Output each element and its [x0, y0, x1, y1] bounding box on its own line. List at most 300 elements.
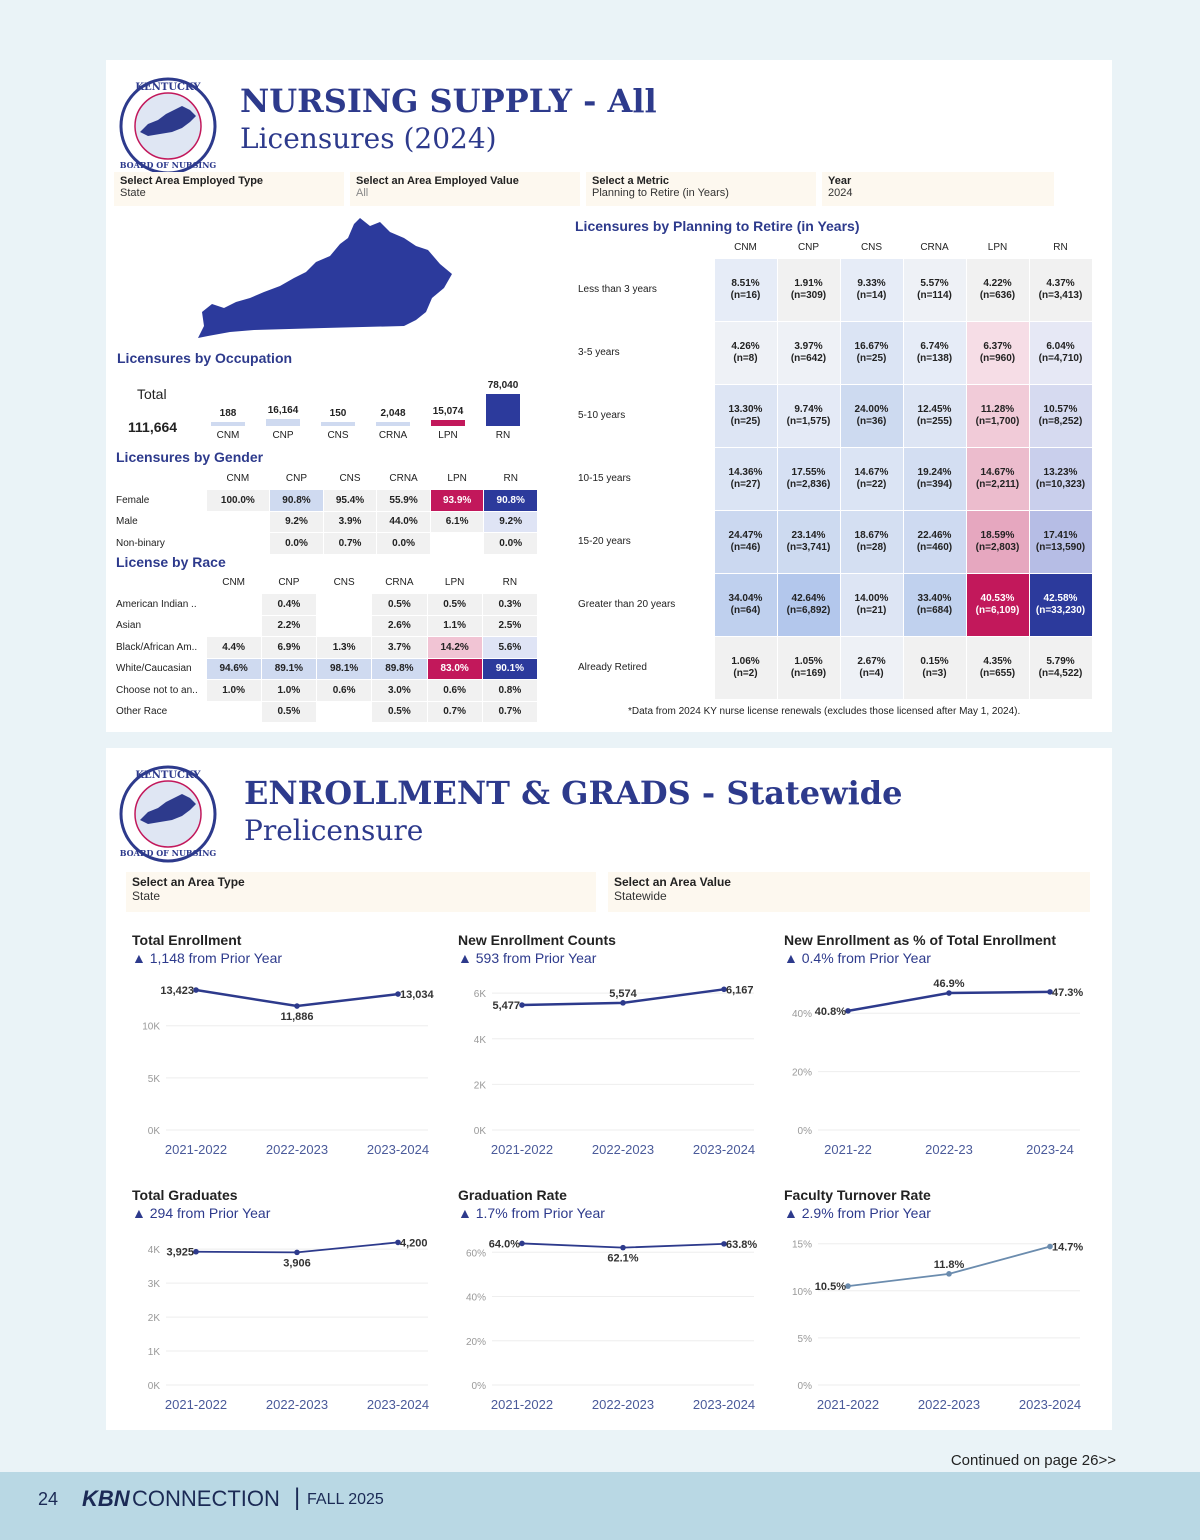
- cell-percent: 4.22%: [983, 277, 1012, 289]
- table-cell: 0.5%: [427, 594, 482, 616]
- heatmap-cell[interactable]: [777, 447, 840, 510]
- continued-link[interactable]: Continued on page 26>>: [950, 1452, 1116, 1469]
- cell-count: (n=2,836): [786, 478, 831, 490]
- data-label: 3,906: [283, 1257, 311, 1270]
- cell-count: (n=6,892): [786, 604, 831, 616]
- cell-percent: 4.26%: [731, 340, 760, 352]
- y-tick-label: 60%: [465, 1248, 486, 1260]
- heatmap-cell[interactable]: [714, 573, 777, 636]
- column-header: CNM: [226, 473, 250, 484]
- column-header: CNP: [278, 577, 300, 588]
- x-tick-label: 2021-2022: [164, 1397, 228, 1412]
- column-header: LPN: [447, 473, 467, 484]
- cell-count: (n=64): [730, 604, 761, 616]
- x-tick-label: 2021-2022: [490, 1397, 554, 1412]
- line-chart: [128, 1227, 446, 1417]
- column-header: CNM: [222, 577, 246, 588]
- line-chart: [454, 972, 772, 1162]
- occupation-label: CNP: [272, 430, 294, 441]
- occupation-value: 150: [329, 408, 347, 419]
- table-cell: 1.0%: [261, 680, 316, 702]
- x-tick-label: 2023-24: [1026, 1142, 1074, 1157]
- heatmap-row: [574, 447, 1092, 510]
- kbn-logo: [118, 76, 218, 176]
- table-cell: 2.5%: [482, 615, 537, 637]
- line-chart: [780, 1227, 1098, 1417]
- heatmap-cell[interactable]: [777, 384, 840, 447]
- data-label: 13,423: [160, 985, 194, 998]
- y-tick-label: 0%: [797, 1126, 812, 1137]
- table-cell: 0.5%: [261, 701, 316, 723]
- chart-change: ▲ 0.4% from Prior Year: [784, 950, 931, 966]
- chart-change: ▲ 1.7% from Prior Year: [458, 1205, 605, 1221]
- cell-count: (n=4,710): [1038, 352, 1083, 364]
- x-tick-label: 2023-2024: [366, 1142, 430, 1157]
- cell-percent: 42.64%: [791, 592, 826, 604]
- column-header: CNP: [797, 242, 820, 254]
- heatmap-cell[interactable]: [903, 510, 966, 573]
- cell-count: (n=636): [979, 289, 1016, 301]
- retire-title: Licensures by Planning to Retire (in Years): [575, 218, 860, 234]
- cell-count: (n=655): [979, 667, 1016, 679]
- cell-percent: 10.57%: [1043, 403, 1078, 415]
- data-point: [845, 1008, 851, 1014]
- cell-percent: 11.28%: [980, 403, 1015, 415]
- heatmap-cell[interactable]: [966, 384, 1029, 447]
- filter-value: Planning to Retire (in Years): [592, 187, 729, 199]
- table-cell: 0.7%: [427, 701, 482, 723]
- chart-change: ▲ 294 from Prior Year: [132, 1205, 271, 1221]
- row-label: Other Race: [116, 706, 168, 718]
- table-cell: 90.1%: [482, 658, 537, 680]
- data-label: 62.1%: [607, 1252, 639, 1265]
- cell-percent: 23.14%: [791, 529, 826, 541]
- data-point: [193, 987, 199, 993]
- filter-value: 2024: [828, 187, 853, 199]
- table-row: [114, 637, 538, 659]
- cell-count: (n=255): [916, 415, 953, 427]
- heatmap-cell[interactable]: [714, 447, 777, 510]
- table-row: [114, 490, 538, 512]
- filter-area-employed-value[interactable]: [350, 172, 580, 206]
- heatmap-cell[interactable]: [714, 384, 777, 447]
- chart-faculty-turnover: [780, 1187, 1098, 1427]
- column-header: LPN: [444, 577, 465, 588]
- table-cell: 3.7%: [372, 637, 427, 659]
- brand-connection: CONNECTION: [132, 1486, 280, 1511]
- x-tick-label: 2021-2022: [164, 1142, 228, 1157]
- y-tick-label: 20%: [465, 1336, 486, 1348]
- table-row: [114, 701, 538, 723]
- chart-change: ▲ 593 from Prior Year: [458, 950, 597, 966]
- race-table: [114, 572, 538, 723]
- table-cell: 55.9%: [377, 490, 431, 512]
- cell-percent: 18.67%: [854, 529, 889, 541]
- table-cell: 6.9%: [261, 637, 316, 659]
- table-cell: [206, 511, 270, 533]
- cell-count: (n=4): [859, 667, 884, 679]
- filter-metric[interactable]: [586, 172, 816, 206]
- y-tick-label: 0K: [147, 1126, 160, 1137]
- filter-value: Statewide: [614, 889, 667, 903]
- data-point: [845, 1283, 851, 1289]
- heatmap-cell[interactable]: [840, 510, 903, 573]
- heatmap-cell[interactable]: [714, 510, 777, 573]
- cell-percent: 14.67%: [854, 466, 889, 478]
- table-cell: 3.9%: [323, 511, 377, 533]
- occupation-total-label: Total: [137, 386, 167, 402]
- table-cell: 89.8%: [372, 658, 427, 680]
- table-cell: 90.8%: [270, 490, 324, 512]
- cell-count: (n=138): [916, 352, 953, 364]
- table-row: [114, 533, 538, 555]
- cell-count: (n=169): [790, 667, 827, 679]
- retire-heatmap: [574, 238, 1093, 700]
- column-header: CNS: [860, 242, 883, 254]
- y-tick-label: 40%: [791, 1009, 812, 1021]
- x-tick-label: 2021-2022: [816, 1397, 880, 1412]
- heatmap-cell[interactable]: [1029, 384, 1092, 447]
- data-label: 63.8%: [726, 1238, 758, 1251]
- heatmap-cell[interactable]: [966, 573, 1029, 636]
- filter-area-employed-type[interactable]: [114, 172, 344, 206]
- row-label: Choose not to an..: [116, 684, 198, 696]
- cell-percent: 6.37%: [983, 340, 1012, 352]
- table-cell: 0.8%: [482, 680, 537, 702]
- data-label: 4,200: [400, 1237, 428, 1250]
- table-cell: 1.0%: [206, 680, 261, 702]
- heatmap-row: [574, 258, 1092, 321]
- cell-percent: 24.00%: [854, 403, 889, 415]
- heatmap-cell[interactable]: [840, 573, 903, 636]
- enrollment-panel: [106, 748, 1112, 1430]
- y-tick-label: 6K: [473, 989, 486, 1001]
- cell-count: (n=684): [916, 604, 953, 616]
- heatmap-cell[interactable]: [966, 447, 1029, 510]
- heatmap-cell[interactable]: [903, 573, 966, 636]
- data-label: 5,574: [609, 987, 637, 1000]
- column-header: RN: [1053, 242, 1068, 254]
- table-cell: [317, 701, 372, 723]
- column-header: LPN: [987, 242, 1008, 254]
- occupation-value: 2,048: [380, 408, 406, 419]
- table-cell: 0.0%: [270, 533, 324, 555]
- chart-total-enrollment: [128, 932, 446, 1172]
- chart-title: Graduation Rate: [458, 1187, 567, 1203]
- x-tick-label: 2023-2024: [692, 1142, 756, 1157]
- y-tick-label: 15%: [791, 1239, 812, 1251]
- filter-year[interactable]: [822, 172, 1054, 206]
- cell-count: (n=28): [856, 541, 887, 553]
- row-label: 15-20 years: [578, 535, 631, 547]
- cell-count: (n=8): [733, 352, 758, 364]
- table-cell: 100.0%: [206, 490, 270, 512]
- cell-count: (n=13,590): [1035, 541, 1086, 553]
- kentucky-map[interactable]: [194, 216, 464, 340]
- data-label: 3,925: [166, 1246, 194, 1259]
- y-tick-label: 2K: [147, 1313, 160, 1325]
- svg-text:KENTUCKY: KENTUCKY: [135, 82, 201, 93]
- heatmap-cell[interactable]: [903, 321, 966, 384]
- cell-count: (n=6,109): [975, 604, 1020, 616]
- cell-count: (n=14): [856, 289, 887, 301]
- row-label: 3-5 years: [578, 346, 620, 358]
- heatmap-cell[interactable]: [714, 258, 777, 321]
- heatmap-cell[interactable]: [1029, 636, 1092, 699]
- cell-count: (n=3,741): [786, 541, 831, 553]
- table-cell: 14.2%: [427, 637, 482, 659]
- cell-percent: 3.97%: [794, 340, 823, 352]
- y-tick-label: 20%: [791, 1067, 812, 1079]
- heatmap-cell[interactable]: [1029, 573, 1092, 636]
- cell-percent: 2.67%: [857, 655, 886, 667]
- x-tick-label: 2023-2024: [1018, 1397, 1082, 1412]
- x-tick-label: 2021-22: [824, 1142, 872, 1157]
- filter-label: Select an Area Type: [132, 875, 245, 889]
- cell-percent: 6.04%: [1046, 340, 1075, 352]
- heatmap-cell[interactable]: [966, 636, 1029, 699]
- row-label: Already Retired: [578, 661, 647, 673]
- race-title: License by Race: [116, 554, 226, 570]
- heatmap-cell[interactable]: [903, 447, 966, 510]
- heatmap-cell[interactable]: [714, 321, 777, 384]
- occupation-value: 188: [219, 408, 237, 419]
- cell-percent: 17.55%: [791, 466, 826, 478]
- page-title: NURSING SUPPLY - All: [240, 82, 657, 120]
- x-tick-label: 2023-2024: [366, 1397, 430, 1412]
- cell-percent: 9.74%: [794, 403, 823, 415]
- cell-count: (n=4,522): [1038, 667, 1083, 679]
- heatmap-row: [574, 384, 1092, 447]
- chart-total-graduates: [128, 1187, 446, 1427]
- header-blank: [574, 238, 714, 258]
- heatmap-cell[interactable]: [840, 636, 903, 699]
- cell-percent: 4.35%: [983, 655, 1012, 667]
- data-label: 47.3%: [1052, 986, 1084, 999]
- cell-percent: 9.33%: [857, 277, 886, 289]
- row-label: American Indian ..: [116, 598, 197, 610]
- cell-count: (n=460): [916, 541, 953, 553]
- cell-percent: 5.57%: [920, 277, 949, 289]
- heatmap-cell[interactable]: [840, 384, 903, 447]
- data-label: 40.8%: [814, 1005, 846, 1018]
- table-cell: 1.1%: [427, 615, 482, 637]
- heatmap-cell[interactable]: [1029, 258, 1092, 321]
- x-tick-label: 2022-2023: [265, 1397, 329, 1412]
- data-point: [620, 1000, 626, 1006]
- cell-count: (n=394): [916, 478, 953, 490]
- header-blank: [114, 468, 206, 490]
- nursing-supply-panel: [106, 60, 1112, 732]
- cell-count: (n=33,230): [1035, 604, 1086, 616]
- x-tick-label: 2023-2024: [692, 1397, 756, 1412]
- occupation-title: Licensures by Occupation: [117, 350, 293, 366]
- line-chart: [780, 972, 1098, 1162]
- cell-percent: 16.67%: [854, 340, 889, 352]
- occupation-total-value: 111,664: [128, 419, 178, 435]
- header-blank: [114, 572, 206, 594]
- heatmap-cell[interactable]: [903, 258, 966, 321]
- cell-count: (n=1,575): [786, 415, 831, 427]
- cell-count: (n=309): [790, 289, 827, 301]
- filter-label: Select Area Employed Type: [120, 175, 264, 187]
- column-header: RN: [503, 473, 518, 484]
- row-label: 10-15 years: [578, 472, 631, 484]
- occupation-label: CRNA: [378, 430, 408, 441]
- cell-percent: 14.67%: [980, 466, 1015, 478]
- heatmap-cell[interactable]: [777, 258, 840, 321]
- heatmap-cell[interactable]: [777, 573, 840, 636]
- filter-area-value[interactable]: [608, 872, 1090, 912]
- page-subtitle: Prelicensure: [244, 814, 424, 847]
- data-point: [193, 1249, 199, 1255]
- data-point: [294, 1003, 300, 1009]
- table-row: [114, 680, 538, 702]
- row-label: White/Caucasian: [116, 663, 192, 675]
- data-note: *Data from 2024 KY nurse license renewals (excludes those licensed after May 1, 2024).: [628, 706, 1021, 717]
- row-label: Male: [116, 516, 138, 528]
- cell-percent: 22.46%: [917, 529, 952, 541]
- cell-percent: 42.58%: [1043, 592, 1078, 604]
- data-label: 13,034: [400, 989, 434, 1002]
- column-header: CRNA: [385, 577, 414, 588]
- cell-percent: 24.47%: [728, 529, 763, 541]
- heatmap-cell[interactable]: [840, 321, 903, 384]
- data-label: 64.0%: [488, 1238, 520, 1251]
- heatmap-row: [574, 636, 1092, 699]
- cell-percent: 1.91%: [794, 277, 823, 289]
- cell-percent: 0.15%: [920, 655, 949, 667]
- heatmap-cell[interactable]: [777, 510, 840, 573]
- table-cell: 0.6%: [427, 680, 482, 702]
- data-point: [294, 1250, 300, 1256]
- page-title: ENROLLMENT & GRADS - Statewide: [244, 774, 903, 812]
- heatmap-cell[interactable]: [777, 321, 840, 384]
- chart-change: ▲ 1,148 from Prior Year: [132, 950, 283, 966]
- cell-count: (n=960): [979, 352, 1016, 364]
- x-tick-label: 2021-2022: [490, 1142, 554, 1157]
- table-row: [114, 658, 538, 680]
- occupation-value: 78,040: [487, 380, 519, 391]
- occupation-bar: [376, 422, 410, 426]
- cell-percent: 13.23%: [1043, 466, 1078, 478]
- cell-count: (n=3,413): [1038, 289, 1083, 301]
- heatmap-cell[interactable]: [777, 636, 840, 699]
- table-cell: 4.4%: [206, 637, 261, 659]
- filter-label: Select an Area Employed Value: [356, 175, 519, 187]
- table-cell: [206, 701, 261, 723]
- table-cell: 2.6%: [372, 615, 427, 637]
- cell-count: (n=2): [733, 667, 758, 679]
- table-row: [114, 511, 538, 533]
- occupation-label: LPN: [438, 430, 458, 441]
- cell-percent: 1.05%: [794, 655, 823, 667]
- row-label: Female: [116, 494, 150, 506]
- x-tick-label: 2022-2023: [591, 1142, 655, 1157]
- filter-area-type[interactable]: [126, 872, 596, 912]
- cell-count: (n=10,323): [1035, 478, 1086, 490]
- data-point: [946, 1271, 952, 1277]
- heatmap-cell[interactable]: [1029, 510, 1092, 573]
- y-tick-label: 2K: [473, 1080, 486, 1092]
- data-point: [946, 990, 952, 996]
- chart-change: ▲ 2.9% from Prior Year: [784, 1205, 931, 1221]
- table-cell: 0.5%: [372, 701, 427, 723]
- row-label: Non-binary: [116, 537, 165, 549]
- heatmap-cell[interactable]: [903, 636, 966, 699]
- column-header: CNP: [285, 473, 308, 484]
- table-cell: [317, 615, 372, 637]
- chart-new-enrollment-counts: [454, 932, 772, 1172]
- occupation-bar: [211, 422, 245, 426]
- heatmap-row: [574, 321, 1092, 384]
- data-label: 10.5%: [814, 1281, 846, 1294]
- table-cell: 9.2%: [484, 511, 538, 533]
- column-header: CNM: [734, 242, 757, 254]
- page-subtitle: Licensures (2024): [240, 122, 497, 155]
- table-cell: 0.7%: [482, 701, 537, 723]
- issue-season: FALL 2025: [307, 1491, 384, 1508]
- cell-percent: 5.79%: [1046, 655, 1075, 667]
- heatmap-cell[interactable]: [714, 636, 777, 699]
- cell-percent: 14.36%: [728, 466, 763, 478]
- column-header: CNS: [339, 473, 361, 484]
- cell-count: (n=36): [856, 415, 887, 427]
- cell-count: (n=114): [917, 289, 952, 301]
- chart-title: New Enrollment Counts: [458, 932, 616, 948]
- column-header: CRNA: [389, 473, 418, 484]
- table-row: [114, 615, 538, 637]
- table-cell: 0.7%: [323, 533, 377, 555]
- brand-kbn: KBN: [82, 1486, 130, 1511]
- heatmap-cell[interactable]: [903, 384, 966, 447]
- filter-value: State: [120, 187, 146, 199]
- heatmap-cell[interactable]: [1029, 447, 1092, 510]
- heatmap-cell[interactable]: [840, 447, 903, 510]
- y-tick-label: 0K: [473, 1126, 486, 1137]
- cell-count: (n=21): [856, 604, 887, 616]
- svg-text:BOARD OF NURSING: BOARD OF NURSING: [119, 160, 217, 170]
- cell-count: (n=25): [856, 352, 887, 364]
- row-label: Less than 3 years: [578, 283, 657, 295]
- heatmap-cell[interactable]: [840, 258, 903, 321]
- svg-text:BOARD OF NURSING: BOARD OF NURSING: [119, 848, 217, 858]
- x-tick-label: 2022-2023: [917, 1397, 981, 1412]
- heatmap-cell[interactable]: [1029, 321, 1092, 384]
- cell-percent: 33.40%: [917, 592, 952, 604]
- y-tick-label: 5K: [147, 1073, 160, 1085]
- chart-new-enrollment-pct: [780, 932, 1098, 1172]
- heatmap-cell[interactable]: [966, 258, 1029, 321]
- heatmap-row: [574, 573, 1092, 636]
- data-label: 5,477: [492, 1000, 520, 1013]
- cell-count: (n=8,252): [1038, 415, 1083, 427]
- heatmap-cell[interactable]: [966, 321, 1029, 384]
- data-label: 11,886: [280, 1011, 314, 1024]
- cell-percent: 40.53%: [980, 592, 1015, 604]
- occupation-bar: [486, 394, 520, 426]
- y-tick-label: 0K: [147, 1381, 160, 1392]
- table-cell: 83.0%: [427, 658, 482, 680]
- heatmap-cell[interactable]: [966, 510, 1029, 573]
- cell-percent: 17.41%: [1043, 529, 1078, 541]
- y-tick-label: 5%: [797, 1333, 812, 1345]
- occupation-bar: [266, 419, 300, 426]
- table-cell: 0.6%: [317, 680, 372, 702]
- cell-percent: 19.24%: [917, 466, 952, 478]
- table-cell: 90.8%: [484, 490, 538, 512]
- table-cell: 0.0%: [484, 533, 538, 555]
